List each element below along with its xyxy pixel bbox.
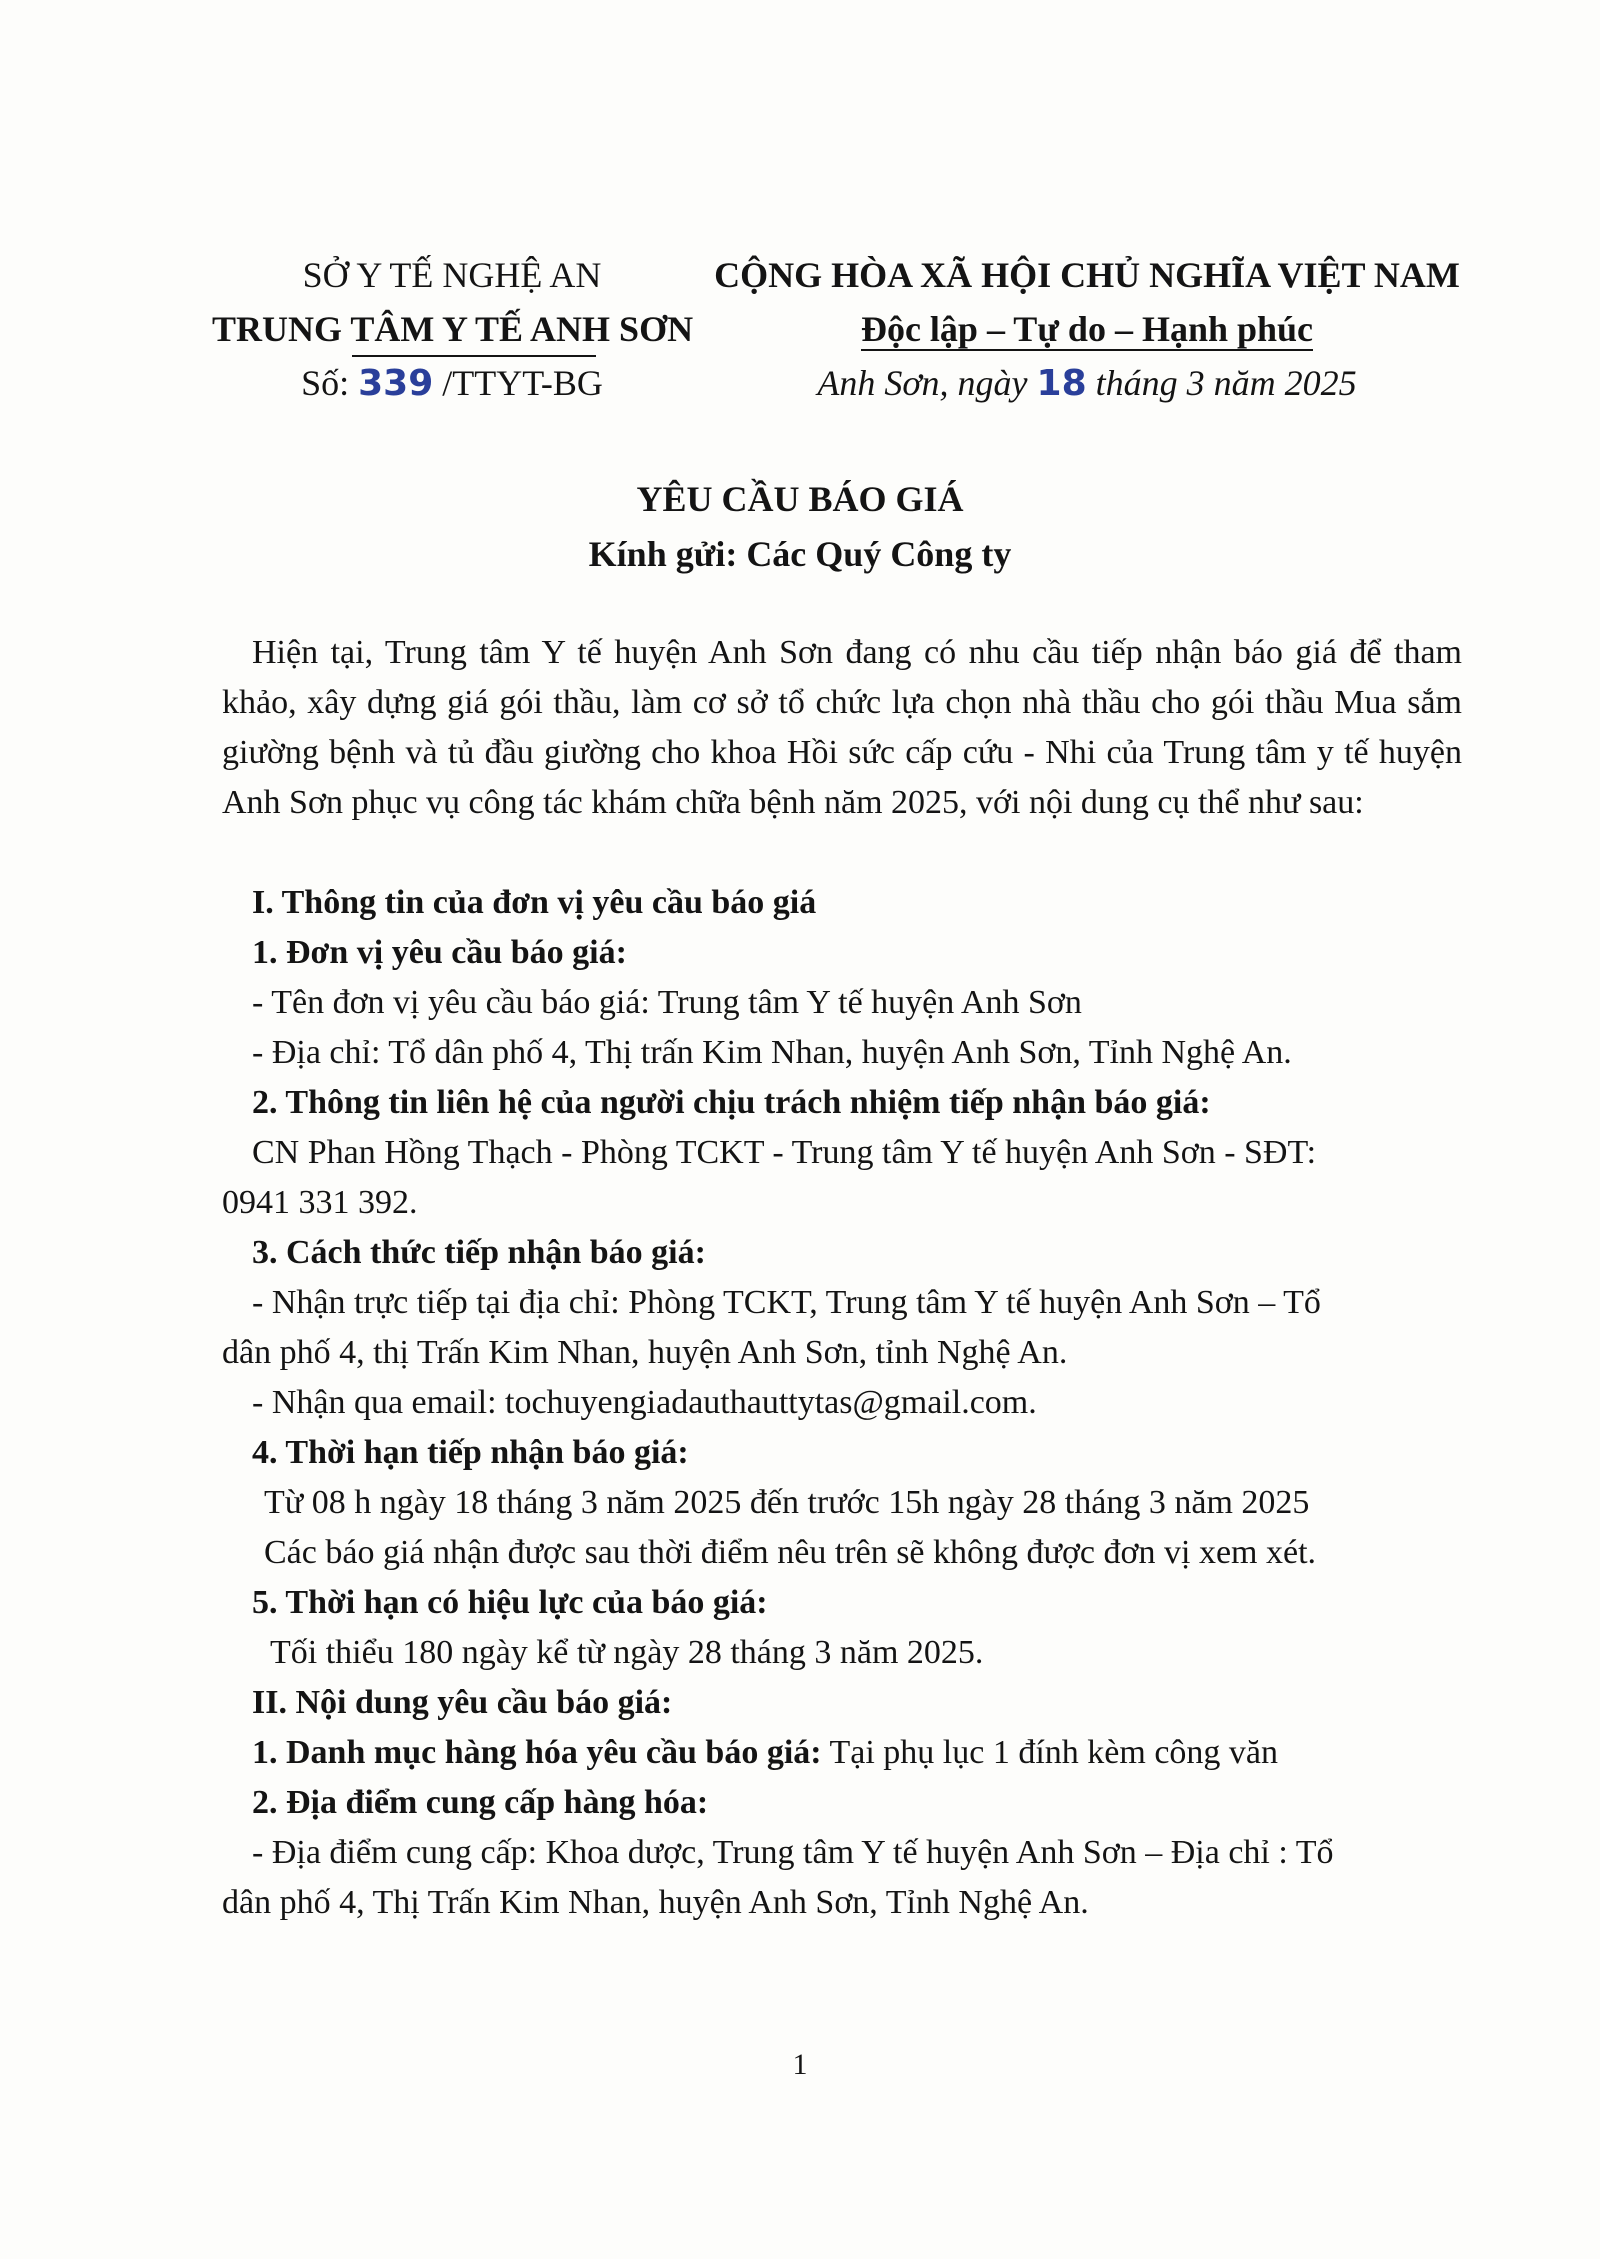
document-number-suffix: /TTYT-BG xyxy=(433,363,603,403)
delivery-location-line2: dân phố 4, Thị Trấn Kim Nhan, huyện Anh Sơn, Tỉnh Nghệ An. xyxy=(222,1884,1089,1921)
section-2-1-heading: 1. Danh mục hàng hóa yêu cầu báo giá: xyxy=(252,1734,822,1771)
section-2-2-heading: 2. Địa điểm cung cấp hàng hóa: xyxy=(252,1784,709,1821)
validity-period: Tối thiểu 180 ngày kể từ ngày 28 tháng 3 năm 2025. xyxy=(270,1634,984,1671)
issuer-organization: TRUNG TÂM Y TẾ ANH SƠN xyxy=(212,309,694,349)
delivery-location-line1: - Địa điểm cung cấp: Khoa dược, Trung tâm Y tế huyện Anh Sơn – Địa chỉ : Tổ xyxy=(252,1834,1334,1871)
receive-in-person-line2: dân phố 4, thị Trấn Kim Nhan, huyện Anh Sơn, tỉnh Nghệ An. xyxy=(222,1334,1068,1371)
document-number-prefix: Số: xyxy=(301,363,359,403)
section-2-heading: II. Nội dung yêu cầu báo giá: xyxy=(252,1684,673,1721)
section-1-heading: I. Thông tin của đơn vị yêu cầu báo giá xyxy=(252,884,817,921)
document-date-day-handwritten: 18 xyxy=(1036,363,1087,404)
document-title: YÊU CẦU BÁO GIÁ xyxy=(636,479,964,519)
document-number-handwritten: 339 xyxy=(358,363,434,404)
section-1-4-heading: 4. Thời hạn tiếp nhận báo giá: xyxy=(252,1434,689,1471)
section-1-1-heading: 1. Đơn vị yêu cầu báo giá: xyxy=(252,934,627,971)
contact-phone: 0941 331 392. xyxy=(222,1184,418,1221)
requester-name: - Tên đơn vị yêu cầu báo giá: Trung tâm Y tế huyện Anh Sơn xyxy=(252,984,1082,1021)
page-number: 1 xyxy=(792,2048,808,2081)
document-date xyxy=(712,360,1462,407)
national-title: CỘNG HÒA XÃ HỘI CHỦ NGHĨA VIỆT NAM xyxy=(714,255,1460,295)
section-1-5-heading: 5. Thời hạn có hiệu lực của báo giá: xyxy=(252,1584,768,1621)
section-1-2-heading: 2. Thông tin liên hệ của người chịu trách nhiệm tiếp nhận báo giá: xyxy=(252,1084,1211,1121)
section-1-3-heading: 3. Cách thức tiếp nhận báo giá: xyxy=(252,1234,706,1271)
national-motto-text: Độc lập – Tự do – Hạnh phúc xyxy=(860,309,1314,349)
national-motto xyxy=(712,306,1462,352)
issuer-department: SỞ Y TẾ NGHỆ AN xyxy=(302,255,602,295)
org-underline xyxy=(352,355,596,357)
requester-address: - Địa chỉ: Tổ dân phố 4, Thị trấn Kim Nhan, huyện Anh Sơn, Tỉnh Nghệ An. xyxy=(252,1034,1292,1071)
receive-in-person-line1: - Nhận trực tiếp tại địa chỉ: Phòng TCKT, Trung tâm Y tế huyện Anh Sơn – Tổ xyxy=(252,1284,1321,1321)
intro-paragraph: Hiện tại, Trung tâm Y tế huyện Anh Sơn đang có nhu cầu tiếp nhận báo giá để tham khảo, xây dựng giá gói thầu, làm cơ sở tổ chức lựa chọn nhà thầu cho gói thầu Mua sắm giường bệnh và tủ đầu giường cho khoa Hồi sức cấp cứu - Nhi của Trung tâm y tế huyện Anh Sơn phục vụ công tác khám chữa bệnh năm 2025, với nội dung cụ thể như sau: xyxy=(222,634,1462,821)
late-quotation-note: Các báo giá nhận được sau thời điểm nêu trên sẽ không được đơn vị xem xét. xyxy=(264,1534,1317,1571)
document-number xyxy=(212,360,692,407)
contact-person: CN Phan Hồng Thạch - Phòng TCKT - Trung tâm Y tế huyện Anh Sơn - SĐT: xyxy=(252,1134,1317,1171)
salutation: Kính gửi: Các Quý Công ty xyxy=(588,534,1012,574)
document-date-prefix: Anh Sơn, ngày xyxy=(817,363,1037,403)
section-2-1-text: Tại phụ lục 1 đính kèm công văn xyxy=(821,1734,1279,1771)
document-date-suffix: tháng 3 năm 2025 xyxy=(1086,363,1357,403)
receive-by-email: - Nhận qua email: tochuyengiadauthauttytas@gmail.com. xyxy=(252,1384,1037,1421)
section-2-1-line xyxy=(252,1728,1278,1778)
receive-period: Từ 08 h ngày 18 tháng 3 năm 2025 đến trước 15h ngày 28 tháng 3 năm 2025 xyxy=(264,1484,1310,1521)
